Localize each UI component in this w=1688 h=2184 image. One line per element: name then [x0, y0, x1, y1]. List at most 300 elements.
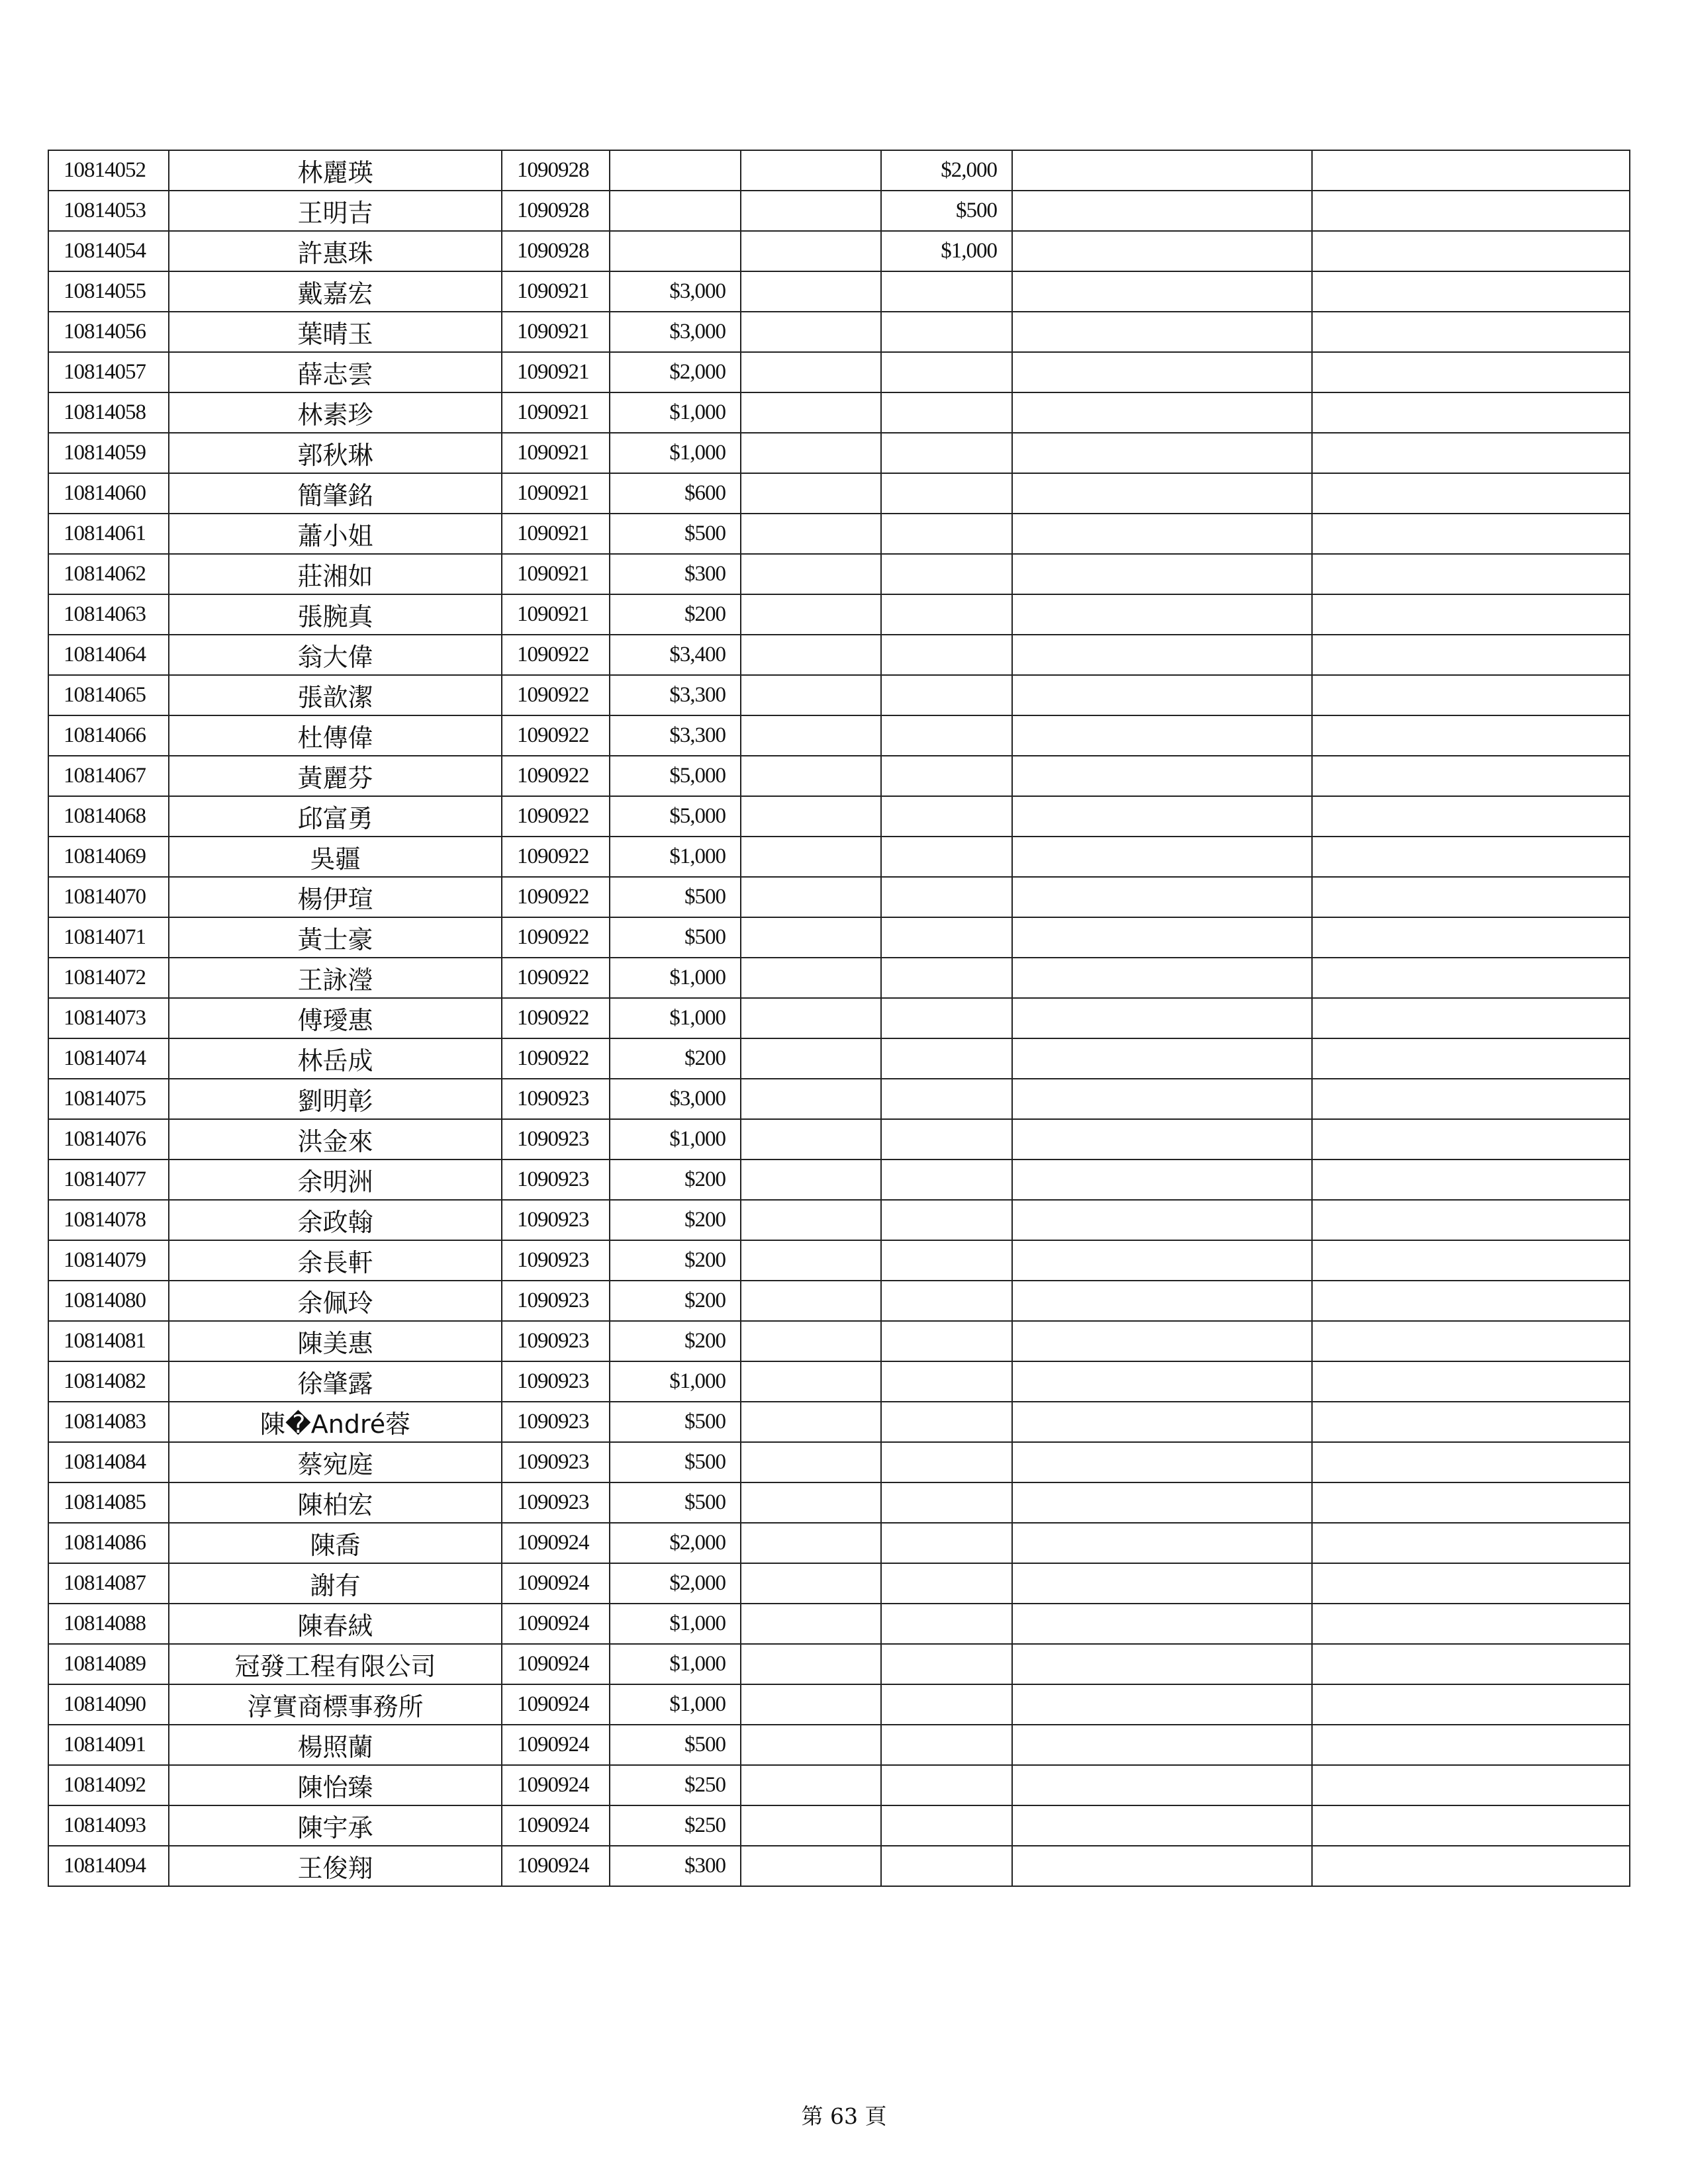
- receipt-number-cell: 10814060: [48, 473, 169, 514]
- amount-column-3-cell: [881, 594, 1012, 635]
- amount-column-2-cell: [741, 1563, 881, 1604]
- date-cell: 1090924: [502, 1644, 610, 1684]
- table-row: [48, 191, 1630, 231]
- remarks-column-2-cell: [1312, 715, 1630, 756]
- amount-column-1-cell: $300: [610, 1846, 741, 1886]
- remarks-column-1-cell: [1012, 352, 1312, 392]
- date-cell: 1090921: [502, 473, 610, 514]
- donor-name-cell: 黃士豪: [169, 917, 502, 958]
- amount-column-3-cell: [881, 1281, 1012, 1321]
- remarks-column-2-cell: [1312, 635, 1630, 675]
- amount-column-1-cell: $500: [610, 1725, 741, 1765]
- receipt-number-cell: 10814082: [48, 1361, 169, 1402]
- remarks-column-1-cell: [1012, 271, 1312, 312]
- remarks-column-1-cell: [1012, 1361, 1312, 1402]
- receipt-number-cell: 10814057: [48, 352, 169, 392]
- table-row: [48, 998, 1630, 1038]
- amount-column-2-cell: [741, 796, 881, 837]
- receipt-number-cell: 10814077: [48, 1160, 169, 1200]
- amount-column-2-cell: [741, 756, 881, 796]
- receipt-number-cell: 10814076: [48, 1119, 169, 1160]
- remarks-column-1-cell: [1012, 715, 1312, 756]
- table-row: [48, 1644, 1630, 1684]
- amount-column-2-cell: [741, 231, 881, 271]
- remarks-column-1-cell: [1012, 675, 1312, 715]
- amount-column-1-cell: $500: [610, 877, 741, 917]
- amount-column-3-cell: [881, 756, 1012, 796]
- donor-name-cell: 翁大偉: [169, 635, 502, 675]
- amount-column-1-cell: $5,000: [610, 796, 741, 837]
- remarks-column-1-cell: [1012, 392, 1312, 433]
- receipt-number-cell: 10814087: [48, 1563, 169, 1604]
- table-row: [48, 352, 1630, 392]
- receipt-number-cell: 10814053: [48, 191, 169, 231]
- remarks-column-2-cell: [1312, 1442, 1630, 1482]
- date-cell: 1090923: [502, 1482, 610, 1523]
- remarks-column-1-cell: [1012, 1765, 1312, 1805]
- date-cell: 1090928: [502, 191, 610, 231]
- donor-name-cell: 陳怡臻: [169, 1765, 502, 1805]
- receipt-number-cell: 10814083: [48, 1402, 169, 1442]
- table-row: [48, 1361, 1630, 1402]
- amount-column-1-cell: $1,000: [610, 958, 741, 998]
- remarks-column-2-cell: [1312, 1846, 1630, 1886]
- date-cell: 1090923: [502, 1240, 610, 1281]
- date-cell: 1090924: [502, 1805, 610, 1846]
- table-row: [48, 1240, 1630, 1281]
- table-row: [48, 392, 1630, 433]
- amount-column-1-cell: $2,000: [610, 352, 741, 392]
- donor-name-cell: 陳春絨: [169, 1604, 502, 1644]
- remarks-column-2-cell: [1312, 756, 1630, 796]
- amount-column-3-cell: [881, 1361, 1012, 1402]
- amount-column-2-cell: [741, 433, 881, 473]
- amount-column-1-cell: $1,000: [610, 433, 741, 473]
- amount-column-2-cell: [741, 1240, 881, 1281]
- remarks-column-2-cell: [1312, 958, 1630, 998]
- remarks-column-1-cell: [1012, 796, 1312, 837]
- table-row: [48, 1402, 1630, 1442]
- amount-column-3-cell: [881, 1725, 1012, 1765]
- remarks-column-1-cell: [1012, 1079, 1312, 1119]
- amount-column-3-cell: [881, 473, 1012, 514]
- table-row: [48, 312, 1630, 352]
- date-cell: 1090921: [502, 392, 610, 433]
- table-row: [48, 917, 1630, 958]
- receipt-number-cell: 10814066: [48, 715, 169, 756]
- amount-column-2-cell: [741, 1805, 881, 1846]
- amount-column-3-cell: [881, 433, 1012, 473]
- remarks-column-1-cell: [1012, 191, 1312, 231]
- donor-name-cell: 余政翰: [169, 1200, 502, 1240]
- amount-column-3-cell: [881, 1119, 1012, 1160]
- amount-column-3-cell: $2,000: [881, 150, 1012, 191]
- remarks-column-2-cell: [1312, 594, 1630, 635]
- amount-column-3-cell: [881, 796, 1012, 837]
- receipt-number-cell: 10814078: [48, 1200, 169, 1240]
- donor-name-cell: 冠發工程有限公司: [169, 1644, 502, 1684]
- remarks-column-2-cell: [1312, 1119, 1630, 1160]
- amount-column-3-cell: [881, 554, 1012, 594]
- remarks-column-1-cell: [1012, 1038, 1312, 1079]
- date-cell: 1090922: [502, 796, 610, 837]
- donor-name-cell: 楊照蘭: [169, 1725, 502, 1765]
- amount-column-3-cell: [881, 917, 1012, 958]
- amount-column-3-cell: [881, 877, 1012, 917]
- amount-column-1-cell: $3,000: [610, 1079, 741, 1119]
- remarks-column-2-cell: [1312, 877, 1630, 917]
- amount-column-3-cell: $500: [881, 191, 1012, 231]
- remarks-column-1-cell: [1012, 1119, 1312, 1160]
- date-cell: 1090924: [502, 1684, 610, 1725]
- amount-column-3-cell: [881, 1038, 1012, 1079]
- remarks-column-1-cell: [1012, 1805, 1312, 1846]
- date-cell: 1090923: [502, 1442, 610, 1482]
- date-cell: 1090922: [502, 635, 610, 675]
- amount-column-1-cell: $2,000: [610, 1523, 741, 1563]
- remarks-column-2-cell: [1312, 1725, 1630, 1765]
- date-cell: 1090924: [502, 1523, 610, 1563]
- remarks-column-1-cell: [1012, 1321, 1312, 1361]
- table-row: [48, 877, 1630, 917]
- receipt-number-cell: 10814073: [48, 998, 169, 1038]
- date-cell: 1090921: [502, 352, 610, 392]
- remarks-column-2-cell: [1312, 150, 1630, 191]
- date-cell: 1090921: [502, 433, 610, 473]
- remarks-column-2-cell: [1312, 1563, 1630, 1604]
- remarks-column-2-cell: [1312, 1523, 1630, 1563]
- amount-column-3-cell: [881, 1684, 1012, 1725]
- receipt-number-cell: 10814059: [48, 433, 169, 473]
- remarks-column-2-cell: [1312, 1765, 1630, 1805]
- date-cell: 1090924: [502, 1563, 610, 1604]
- remarks-column-1-cell: [1012, 1846, 1312, 1886]
- receipt-number-cell: 10814070: [48, 877, 169, 917]
- table-row: [48, 473, 1630, 514]
- amount-column-1-cell: $500: [610, 917, 741, 958]
- amount-column-1-cell: $200: [610, 1281, 741, 1321]
- remarks-column-2-cell: [1312, 191, 1630, 231]
- date-cell: 1090922: [502, 1038, 610, 1079]
- receipt-number-cell: 10814081: [48, 1321, 169, 1361]
- date-cell: 1090923: [502, 1402, 610, 1442]
- table-row: [48, 1805, 1630, 1846]
- amount-column-2-cell: [741, 998, 881, 1038]
- amount-column-3-cell: [881, 1240, 1012, 1281]
- remarks-column-2-cell: [1312, 1079, 1630, 1119]
- table-row: [48, 1604, 1630, 1644]
- remarks-column-1-cell: [1012, 150, 1312, 191]
- amount-column-1-cell: $1,000: [610, 1119, 741, 1160]
- remarks-column-1-cell: [1012, 433, 1312, 473]
- donor-name-cell: 葉晴玉: [169, 312, 502, 352]
- amount-column-2-cell: [741, 150, 881, 191]
- amount-column-2-cell: [741, 1523, 881, 1563]
- remarks-column-2-cell: [1312, 1482, 1630, 1523]
- amount-column-2-cell: [741, 1644, 881, 1684]
- amount-column-1-cell: $1,000: [610, 1604, 741, 1644]
- remarks-column-1-cell: [1012, 1240, 1312, 1281]
- amount-column-1-cell: $300: [610, 554, 741, 594]
- donor-name-cell: 王俊翔: [169, 1846, 502, 1886]
- date-cell: 1090922: [502, 756, 610, 796]
- amount-column-2-cell: [741, 1765, 881, 1805]
- amount-column-2-cell: [741, 473, 881, 514]
- amount-column-3-cell: [881, 1321, 1012, 1361]
- remarks-column-2-cell: [1312, 675, 1630, 715]
- table-row: [48, 150, 1630, 191]
- remarks-column-2-cell: [1312, 1805, 1630, 1846]
- amount-column-1-cell: $250: [610, 1765, 741, 1805]
- remarks-column-1-cell: [1012, 756, 1312, 796]
- amount-column-2-cell: [741, 352, 881, 392]
- amount-column-3-cell: [881, 1079, 1012, 1119]
- amount-column-2-cell: [741, 1079, 881, 1119]
- donor-name-cell: 傅璦惠: [169, 998, 502, 1038]
- amount-column-1-cell: $3,300: [610, 715, 741, 756]
- amount-column-1-cell: $200: [610, 1200, 741, 1240]
- amount-column-1-cell: [610, 191, 741, 231]
- amount-column-2-cell: [741, 1361, 881, 1402]
- donor-name-cell: 劉明彰: [169, 1079, 502, 1119]
- amount-column-3-cell: [881, 1200, 1012, 1240]
- donor-name-cell: 邱富勇: [169, 796, 502, 837]
- amount-column-3-cell: $1,000: [881, 231, 1012, 271]
- receipt-number-cell: 10814091: [48, 1725, 169, 1765]
- amount-column-1-cell: $500: [610, 1442, 741, 1482]
- ledger-body: [48, 150, 1630, 1886]
- donor-name-cell: 楊伊瑄: [169, 877, 502, 917]
- amount-column-3-cell: [881, 1765, 1012, 1805]
- amount-column-1-cell: $1,000: [610, 837, 741, 877]
- remarks-column-2-cell: [1312, 1321, 1630, 1361]
- remarks-column-2-cell: [1312, 1281, 1630, 1321]
- remarks-column-1-cell: [1012, 1160, 1312, 1200]
- table-row: [48, 1442, 1630, 1482]
- remarks-column-1-cell: [1012, 1725, 1312, 1765]
- remarks-column-1-cell: [1012, 1644, 1312, 1684]
- table-row: [48, 635, 1630, 675]
- remarks-column-2-cell: [1312, 1160, 1630, 1200]
- donation-ledger-table: [48, 150, 1630, 1887]
- table-row: [48, 675, 1630, 715]
- table-row: [48, 1846, 1630, 1886]
- amount-column-2-cell: [741, 1846, 881, 1886]
- remarks-column-1-cell: [1012, 1563, 1312, 1604]
- receipt-number-cell: 10814069: [48, 837, 169, 877]
- receipt-number-cell: 10814064: [48, 635, 169, 675]
- remarks-column-2-cell: [1312, 796, 1630, 837]
- remarks-column-1-cell: [1012, 635, 1312, 675]
- remarks-column-1-cell: [1012, 514, 1312, 554]
- amount-column-2-cell: [741, 1604, 881, 1644]
- table-row: [48, 756, 1630, 796]
- amount-column-2-cell: [741, 594, 881, 635]
- amount-column-2-cell: [741, 1442, 881, 1482]
- amount-column-1-cell: $500: [610, 1402, 741, 1442]
- donor-name-cell: 陳柏宏: [169, 1482, 502, 1523]
- table-row: [48, 433, 1630, 473]
- remarks-column-2-cell: [1312, 554, 1630, 594]
- date-cell: 1090921: [502, 594, 610, 635]
- amount-column-1-cell: $500: [610, 514, 741, 554]
- amount-column-2-cell: [741, 1200, 881, 1240]
- date-cell: 1090923: [502, 1200, 610, 1240]
- donor-name-cell: 蔡宛庭: [169, 1442, 502, 1482]
- amount-column-1-cell: $1,000: [610, 392, 741, 433]
- amount-column-3-cell: [881, 1805, 1012, 1846]
- receipt-number-cell: 10814075: [48, 1079, 169, 1119]
- receipt-number-cell: 10814061: [48, 514, 169, 554]
- receipt-number-cell: 10814071: [48, 917, 169, 958]
- date-cell: 1090924: [502, 1725, 610, 1765]
- table-row: [48, 1079, 1630, 1119]
- receipt-number-cell: 10814079: [48, 1240, 169, 1281]
- remarks-column-1-cell: [1012, 1482, 1312, 1523]
- remarks-column-1-cell: [1012, 554, 1312, 594]
- remarks-column-2-cell: [1312, 1684, 1630, 1725]
- receipt-number-cell: 10814056: [48, 312, 169, 352]
- amount-column-3-cell: [881, 271, 1012, 312]
- table-row: [48, 1160, 1630, 1200]
- donor-name-cell: 杜傳偉: [169, 715, 502, 756]
- receipt-number-cell: 10814074: [48, 1038, 169, 1079]
- date-cell: 1090924: [502, 1765, 610, 1805]
- remarks-column-2-cell: [1312, 1604, 1630, 1644]
- amount-column-3-cell: [881, 715, 1012, 756]
- table-row: [48, 1482, 1630, 1523]
- date-cell: 1090923: [502, 1160, 610, 1200]
- donor-name-cell: 陳喬: [169, 1523, 502, 1563]
- donor-name-cell: 戴嘉宏: [169, 271, 502, 312]
- amount-column-1-cell: $1,000: [610, 1644, 741, 1684]
- amount-column-3-cell: [881, 1402, 1012, 1442]
- date-cell: 1090921: [502, 554, 610, 594]
- date-cell: 1090922: [502, 715, 610, 756]
- amount-column-3-cell: [881, 1563, 1012, 1604]
- remarks-column-2-cell: [1312, 1200, 1630, 1240]
- amount-column-1-cell: $600: [610, 473, 741, 514]
- amount-column-1-cell: $200: [610, 1038, 741, 1079]
- remarks-column-1-cell: [1012, 1684, 1312, 1725]
- amount-column-1-cell: $1,000: [610, 1684, 741, 1725]
- amount-column-2-cell: [741, 312, 881, 352]
- amount-column-3-cell: [881, 1482, 1012, 1523]
- remarks-column-1-cell: [1012, 1402, 1312, 1442]
- amount-column-3-cell: [881, 1160, 1012, 1200]
- table-row: [48, 1321, 1630, 1361]
- amount-column-1-cell: $3,000: [610, 271, 741, 312]
- amount-column-2-cell: [741, 191, 881, 231]
- remarks-column-2-cell: [1312, 998, 1630, 1038]
- receipt-number-cell: 10814086: [48, 1523, 169, 1563]
- amount-column-3-cell: [881, 514, 1012, 554]
- amount-column-3-cell: [881, 1442, 1012, 1482]
- amount-column-3-cell: [881, 352, 1012, 392]
- donor-name-cell: 郭秋琳: [169, 433, 502, 473]
- remarks-column-2-cell: [1312, 392, 1630, 433]
- table-row: [48, 1725, 1630, 1765]
- remarks-column-1-cell: [1012, 473, 1312, 514]
- donor-name-cell: 張腕真: [169, 594, 502, 635]
- receipt-number-cell: 10814065: [48, 675, 169, 715]
- donor-name-cell: 張歆潔: [169, 675, 502, 715]
- donor-name-cell: 王詠瀅: [169, 958, 502, 998]
- table-row: [48, 1281, 1630, 1321]
- donor-name-cell: 洪金來: [169, 1119, 502, 1160]
- amount-column-1-cell: $200: [610, 1321, 741, 1361]
- amount-column-2-cell: [741, 1725, 881, 1765]
- receipt-number-cell: 10814089: [48, 1644, 169, 1684]
- receipt-number-cell: 10814088: [48, 1604, 169, 1644]
- table-row: [48, 554, 1630, 594]
- table-row: [48, 715, 1630, 756]
- remarks-column-1-cell: [1012, 877, 1312, 917]
- date-cell: 1090922: [502, 958, 610, 998]
- amount-column-1-cell: $2,000: [610, 1563, 741, 1604]
- remarks-column-1-cell: [1012, 998, 1312, 1038]
- remarks-column-2-cell: [1312, 1644, 1630, 1684]
- receipt-number-cell: 10814054: [48, 231, 169, 271]
- amount-column-1-cell: $200: [610, 594, 741, 635]
- amount-column-3-cell: [881, 1846, 1012, 1886]
- amount-column-1-cell: $3,300: [610, 675, 741, 715]
- date-cell: 1090922: [502, 877, 610, 917]
- donor-name-cell: 黃麗芬: [169, 756, 502, 796]
- date-cell: 1090921: [502, 271, 610, 312]
- receipt-number-cell: 10814067: [48, 756, 169, 796]
- donor-name-cell: 徐肇露: [169, 1361, 502, 1402]
- donor-name-cell: 許惠珠: [169, 231, 502, 271]
- remarks-column-1-cell: [1012, 1523, 1312, 1563]
- amount-column-2-cell: [741, 837, 881, 877]
- donor-name-cell: 王明吉: [169, 191, 502, 231]
- amount-column-3-cell: [881, 392, 1012, 433]
- remarks-column-1-cell: [1012, 1200, 1312, 1240]
- remarks-column-1-cell: [1012, 594, 1312, 635]
- table-row: [48, 796, 1630, 837]
- amount-column-3-cell: [881, 837, 1012, 877]
- amount-column-2-cell: [741, 514, 881, 554]
- donor-name-cell: 林素珍: [169, 392, 502, 433]
- donor-name-cell: 蕭小姐: [169, 514, 502, 554]
- amount-column-2-cell: [741, 917, 881, 958]
- remarks-column-2-cell: [1312, 1240, 1630, 1281]
- amount-column-1-cell: $1,000: [610, 1361, 741, 1402]
- amount-column-1-cell: $200: [610, 1240, 741, 1281]
- table-row: [48, 1038, 1630, 1079]
- receipt-number-cell: 10814058: [48, 392, 169, 433]
- donor-name-cell: 淳實商標事務所: [169, 1684, 502, 1725]
- remarks-column-2-cell: [1312, 1402, 1630, 1442]
- remarks-column-2-cell: [1312, 473, 1630, 514]
- table-row: [48, 1563, 1630, 1604]
- table-row: [48, 231, 1630, 271]
- amount-column-1-cell: $3,000: [610, 312, 741, 352]
- receipt-number-cell: 10814092: [48, 1765, 169, 1805]
- date-cell: 1090924: [502, 1846, 610, 1886]
- amount-column-1-cell: [610, 150, 741, 191]
- date-cell: 1090924: [502, 1604, 610, 1644]
- table-row: [48, 514, 1630, 554]
- table-row: [48, 958, 1630, 998]
- receipt-number-cell: 10814055: [48, 271, 169, 312]
- remarks-column-1-cell: [1012, 1442, 1312, 1482]
- amount-column-2-cell: [741, 1402, 881, 1442]
- amount-column-2-cell: [741, 1119, 881, 1160]
- table-row: [48, 1684, 1630, 1725]
- donor-name-cell: 林麗瑛: [169, 150, 502, 191]
